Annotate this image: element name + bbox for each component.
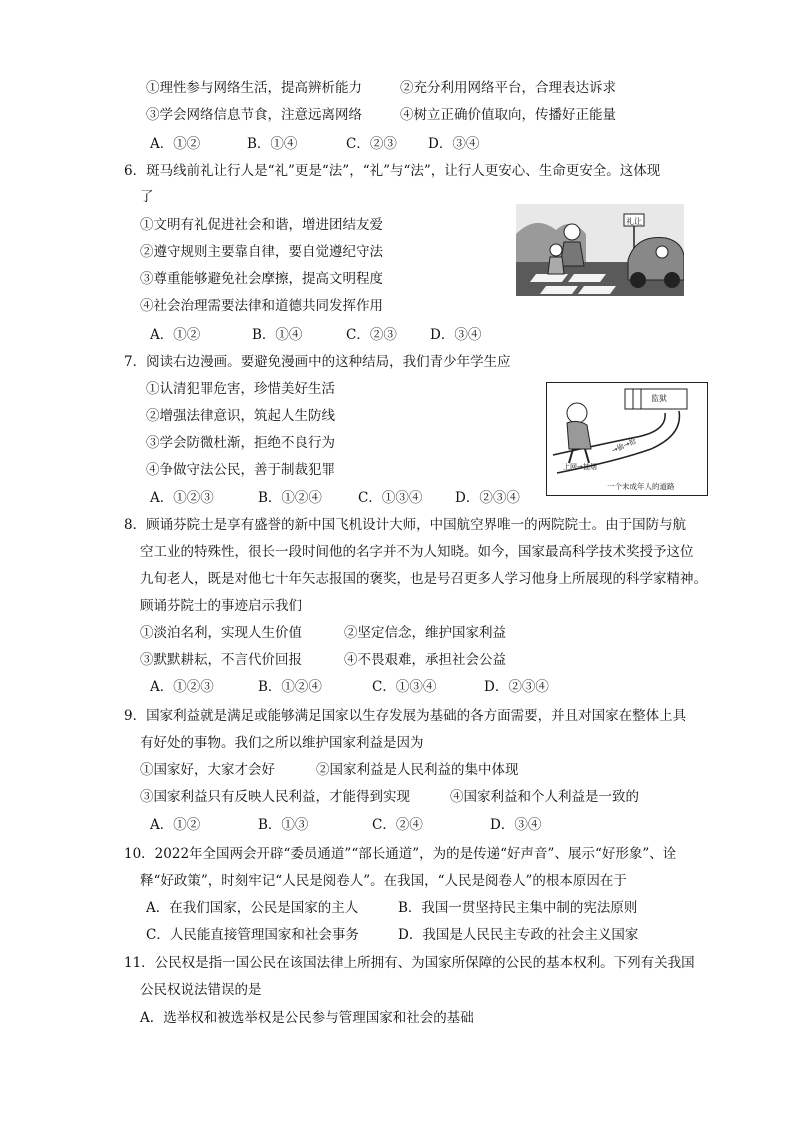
q8-statement-1: ①淡泊名利，实现人生价值 xyxy=(140,625,302,641)
q9-option-a: A．①② xyxy=(150,817,201,833)
juvenile-path-cartoon xyxy=(546,382,708,496)
cartoon-caption: 一个未成年人的道路 xyxy=(607,482,675,491)
q10-option-c: C．人民能直接管理国家和社会事务 xyxy=(146,927,359,943)
q9-option-d: D．③④ xyxy=(490,817,542,833)
q6-option-c: C．②③ xyxy=(346,327,397,343)
q6-statement-4: ④社会治理需要法律和道德共同发挥作用 xyxy=(140,298,383,314)
q8-statement-3: ③默默耕耘，不言代价回报 xyxy=(140,652,302,668)
q10-option-b: B．我国一贯坚持民主集中制的宪法原则 xyxy=(398,900,638,916)
q10-stem-line-2: 释“好政策”，时刻牢记“人民是阅卷人”。在我国，“人民是阅卷人”的根本原因在于 xyxy=(140,873,627,889)
q8-option-d: D．②③④ xyxy=(484,679,549,695)
q6-option-a: A．①② xyxy=(150,327,201,343)
q7-statement-1: ①认清犯罪危害，珍惜美好生活 xyxy=(146,381,335,397)
q7-option-d: D．②③④ xyxy=(455,490,520,506)
path-label-2: →偷→抢 xyxy=(610,437,638,455)
q9-option-b: B．①③ xyxy=(258,817,309,833)
q5-statement-4: ④树立正确价值取向，传播好正能量 xyxy=(400,107,616,123)
q5-option-d: D．③④ xyxy=(428,136,480,152)
q5-option-b: B．①④ xyxy=(247,136,298,152)
q6-option-b: B．①④ xyxy=(252,327,303,343)
q10-stem-line-1: 10．2022年全国两会开辟“委员通道”“部长通道”，为的是传递“好声音”、展示“好形象”、诠 xyxy=(124,846,677,862)
q9-statement-1: ①国家好，大家才会好 xyxy=(140,762,275,778)
q6-statement-3: ③尊重能够避免社会摩擦，提高文明程度 xyxy=(140,271,383,287)
q7-stem-line-1: 7．阅读右边漫画。要避免漫画中的这种结局，我们青少年学生应 xyxy=(124,354,511,370)
q6-statement-1: ①文明有礼促进社会和谐，增进团结友爱 xyxy=(140,217,383,233)
q11-option-a: A．选举权和被选举权是公民参与管理国家和社会的基础 xyxy=(140,1010,474,1026)
q5-statement-2: ②充分利用网络平台，合理表达诉求 xyxy=(400,80,616,96)
q8-stem-line-1: 8．顾诵芬院士是享有盛誉的新中国飞机设计大师，中国航空界唯一的两院院士。由于国防与航 xyxy=(124,517,687,533)
q10-option-a: A．在我们国家，公民是国家的主人 xyxy=(146,900,359,916)
q6-statement-2: ②遵守规则主要靠自律，要自觉遵纪守法 xyxy=(140,244,383,260)
yield-sign-label: 礼让 xyxy=(626,217,642,226)
q11-stem-line-1: 11．公民权是指一国公民在该国法律上所拥有、为国家所保障的公民的基本权利。下列有关我国 xyxy=(124,955,695,971)
crosswalk-drawing xyxy=(516,204,684,296)
q7-option-a: A．①②③ xyxy=(150,490,214,506)
q8-stem-line-4: 顾诵芬院士的事迹启示我们 xyxy=(140,598,302,614)
q8-statement-2: ②坚定信念，维护国家利益 xyxy=(344,625,506,641)
q8-option-b: B．①②④ xyxy=(258,679,322,695)
q6-option-d: D．③④ xyxy=(430,327,482,343)
q7-option-b: B．①②④ xyxy=(258,490,322,506)
q9-statement-2: ②国家利益是人民利益的集中体现 xyxy=(316,762,519,778)
q7-statement-3: ③学会防微杜渐，拒绝不良行为 xyxy=(146,435,335,451)
q8-statement-4: ④不畏艰难，承担社会公益 xyxy=(344,652,506,668)
q10-option-d: D．我国是人民民主专政的社会主义国家 xyxy=(398,927,639,943)
crosswalk-illustration xyxy=(516,204,684,296)
q8-stem-line-3: 九旬老人，既是对他七十年矢志报国的褒奖，也是号召更多人学习他身上所展现的科学家精神。 xyxy=(140,571,707,587)
path-label-1: 上网→抽烟 xyxy=(563,463,597,471)
cartoon-drawing xyxy=(547,383,707,495)
q5-option-a: A．①② xyxy=(150,136,201,152)
q11-stem-line-2: 公民权说法错误的是 xyxy=(140,982,262,998)
q9-statement-4: ④国家利益和个人利益是一致的 xyxy=(450,789,639,805)
q5-statement-1: ①理性参与网络生活，提高辨析能力 xyxy=(146,80,362,96)
q7-statement-4: ④争做守法公民，善于制裁犯罪 xyxy=(146,462,335,478)
q9-stem-line-2: 有好处的事物。我们之所以维护国家利益是因为 xyxy=(140,735,424,751)
q8-option-a: A．①②③ xyxy=(150,679,214,695)
q6-stem-line-2: 了 xyxy=(140,189,154,205)
q9-statement-3: ③国家利益只有反映人民利益，才能得到实现 xyxy=(140,789,410,805)
q7-option-c: C．①③④ xyxy=(358,490,423,506)
q5-option-c: C．②③ xyxy=(346,136,397,152)
q8-option-c: C．①③④ xyxy=(372,679,437,695)
q5-statement-3: ③学会网络信息节食，注意远离网络 xyxy=(146,107,362,123)
q6-stem-line-1: 6．斑马线前礼让行人是“礼”更是“法”，“礼”与“法”，让行人更安心、生命更安全。这体现 xyxy=(124,163,661,179)
q9-option-c: C．②④ xyxy=(372,817,423,833)
q8-stem-line-2: 空工业的特殊性，很长一段时间他的名字并不为人知晓。如今，国家最高科学技术奖授予这位 xyxy=(140,544,694,560)
q9-stem-line-1: 9．国家利益就是满足或能够满足国家以生存发展为基础的各方面需要，并且对国家在整体上具 xyxy=(124,708,687,724)
prison-label: 监狱 xyxy=(651,394,667,403)
q7-statement-2: ②增强法律意识，筑起人生防线 xyxy=(146,408,335,424)
